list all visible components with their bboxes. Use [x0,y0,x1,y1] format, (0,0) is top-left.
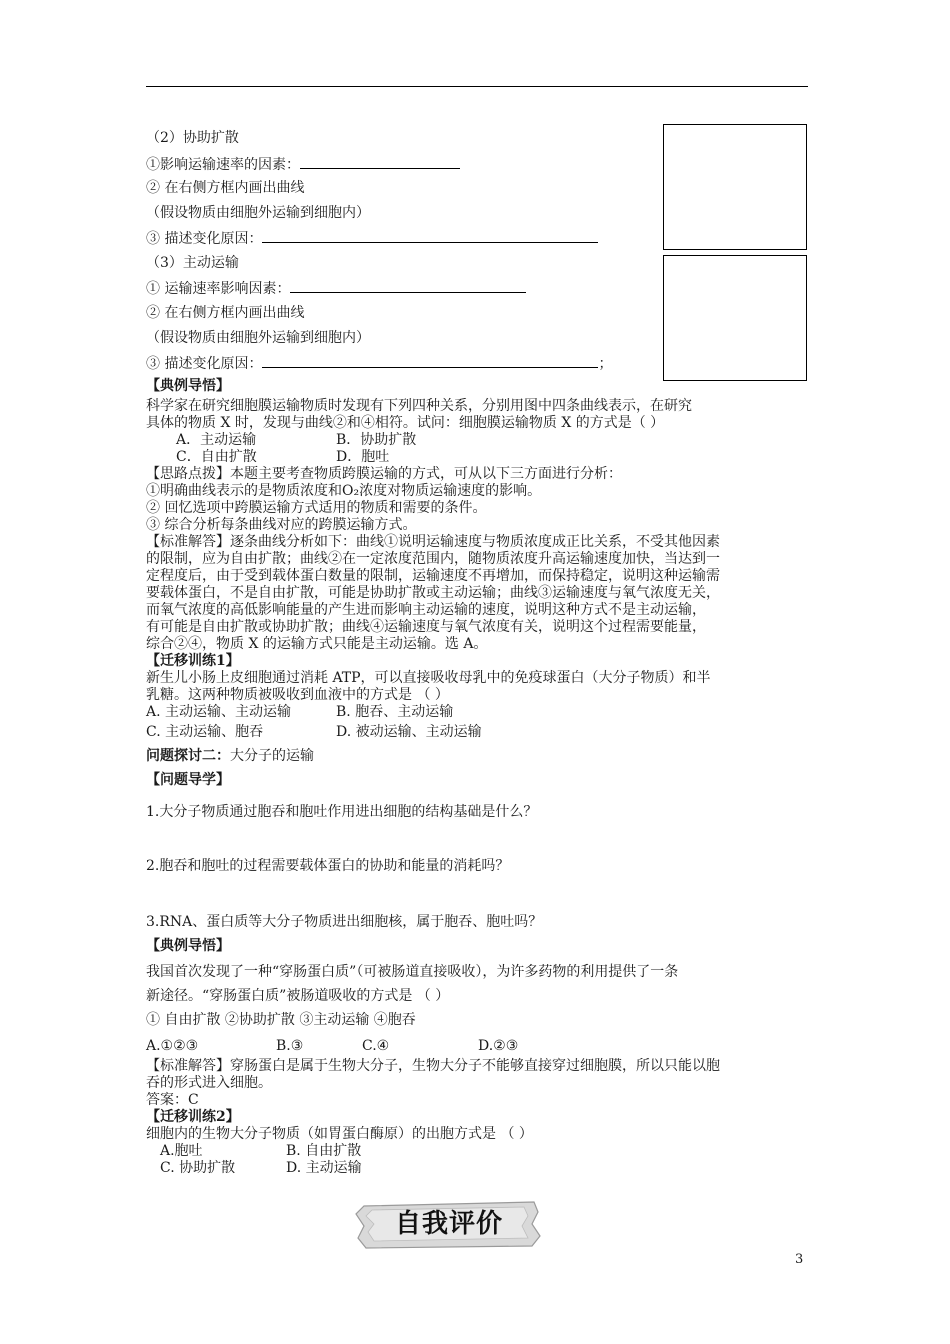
answer-line: 而氧气浓度的高低影响能量的产生进而影响主动运输的速度，说明这种方式不是主动运输， [146,602,706,618]
hint-line: ③ 综合分析每条曲线对应的跨膜运输方式。 [146,517,417,533]
answer-line: 【标准解答】逐条曲线分析如下：曲线①说明运输速度与物质浓度成正比关系，不受其他因素 [146,534,720,550]
transfer-heading: 【迁移训练2】 [146,1109,240,1125]
option-a[interactable]: A.①②③ [146,1038,199,1054]
drawing-box-facilitated-diffusion[interactable] [663,124,807,250]
answer-blank[interactable] [290,280,526,293]
guide-question: 2.胞吞和胞吐的过程需要载体蛋白的协助和能量的消耗吗？ [146,858,510,874]
question-text: ③ 描述变化原因： [146,356,263,372]
answer-line: 有可能是自由扩散或协助扩散；曲线④运输速度与氧气浓度有关，说明这个过程需要能量， [146,619,706,635]
option-b[interactable]: B．协助扩散 [336,432,417,448]
option-b[interactable]: B.③ [276,1038,304,1054]
question-draw-curve: ② 在右侧方框内画出曲线 [146,180,305,196]
guide-question: 1.大分子物质通过胞吞和胞吐作用进出细胞的结构基础是什么？ [146,804,538,820]
question-note: （假设物质由细胞外运输到细胞内） [146,330,370,346]
answer-blank[interactable] [262,230,598,243]
option-b[interactable]: B. 胞吞、主动运输 [336,704,454,720]
transfer-text-line: 乳糖。这两种物质被吸收到血液中的方式是 （ ） [146,687,449,703]
page-number: 3 [795,1252,804,1267]
question-describe-reason [146,230,598,247]
guide-question: 3.RNA、蛋白质等大分子物质进出细胞核，属于胞吞、胞吐吗？ [146,914,543,930]
transfer-text-line: 细胞内的生物大分子物质（如胃蛋白酶原）的出胞方式是 （ ） [146,1126,533,1142]
banner-title: 自我评价 [394,1209,503,1239]
question-text: ①影响运输速率的因素： [146,157,300,173]
question-text: ③ 描述变化原因： [146,231,263,247]
example-text-line: 具体的物质 X 时，发现与曲线②和④相符。试问：细胞膜运输物质 X 的方式是（ ） [146,415,665,431]
option-a[interactable]: A.胞吐 [160,1143,203,1159]
example-text-line: 新途径。“穿肠蛋白质”被肠道吸收的方式是 （ ） [146,988,450,1004]
problem-title [146,748,314,764]
option-d[interactable]: D.②③ [478,1038,519,1054]
guide-heading: 【问题导学】 [146,772,230,788]
option-c[interactable]: C. 主动运输、胞吞 [146,724,264,740]
option-c[interactable]: C.④ [362,1038,390,1054]
option-a[interactable]: A. 主动运输、主动运输 [146,704,292,720]
example-choices: ① 自由扩散 ②协助扩散 ③主动运输 ④胞吞 [146,1012,416,1028]
answer-line: 定程度后，由于受到载体蛋白数量的限制，运输速度不再增加，而保持稳定，说明这种运输需 [146,568,720,584]
answer-key: 答案：C [146,1092,199,1108]
question-rate-factors [146,280,526,297]
header-rule [146,86,808,87]
self-evaluation-banner [352,1198,546,1250]
section-title-active-transport: （3）主动运输 [146,255,239,271]
transfer-text-line: 新生儿小肠上皮细胞通过消耗 ATP，可以直接吸收母乳中的免疫球蛋白（大分子物质）和半 [146,670,711,686]
hint-line: ② 回忆选项中跨膜运输方式适用的物质和需要的条件。 [146,500,487,516]
option-d[interactable]: D. 主动运输 [286,1160,362,1176]
question-describe-reason [146,355,612,372]
example-text-line: 科学家在研究细胞膜运输物质时发现有下列四种关系，分别用图中四条曲线表示，在研究 [146,398,692,414]
question-draw-curve: ② 在右侧方框内画出曲线 [146,305,305,321]
example-heading: 【典例导悟】 [146,378,230,394]
option-c[interactable]: C．自由扩散 [176,449,257,465]
option-d[interactable]: D．胞吐 [336,449,390,465]
question-text: ① 运输速率影响因素： [146,281,291,297]
answer-line: 吞的形式进入细胞。 [146,1075,272,1091]
example-text-line: 我国首次发现了一种“穿肠蛋白质”（可被肠道直接吸收），为许多药物的利用提供了一条 [146,964,679,980]
answer-line: 【标准解答】穿肠蛋白是属于生物大分子，生物大分子不能够直接穿过细胞膜，所以只能以胞 [146,1058,720,1074]
example-heading: 【典例导悟】 [146,938,230,954]
question-rate-factors [146,156,460,173]
option-c[interactable]: C. 协助扩散 [160,1160,236,1176]
transfer-heading: 【迁移训练1】 [146,653,240,669]
option-a[interactable]: A．主动运输 [176,432,257,448]
drawing-box-active-transport[interactable] [663,255,807,381]
answer-line: 要载体蛋白，不是自由扩散，可能是协助扩散或主动运输；曲线③运输速度与氧气浓度无关， [146,585,720,601]
problem-title-text: 大分子的运输 [230,748,314,764]
hint-line: ①明确曲线表示的是物质浓度和O₂浓度对物质运输速度的影响。 [146,483,542,499]
problem-title-label: 问题探讨二： [146,748,230,764]
answer-line: 的限制，应为自由扩散；曲线②在一定浓度范围内，随物质浓度升高运输速度加快，当达到一 [146,551,720,567]
section-title-facilitated-diffusion: （2）协助扩散 [146,130,239,146]
answer-blank[interactable] [300,156,460,169]
option-d[interactable]: D. 被动运输、主动运输 [336,724,482,740]
answer-line: 综合②④，物质 X 的运输方式只能是主动运输。选 A。 [146,636,488,652]
question-end: ； [598,356,613,372]
hint-line: 【思路点拨】本题主要考查物质跨膜运输的方式，可从以下三方面进行分析： [146,466,622,482]
question-note: （假设物质由细胞外运输到细胞内） [146,205,370,221]
answer-blank[interactable] [262,355,598,368]
option-b[interactable]: B. 自由扩散 [286,1143,362,1159]
